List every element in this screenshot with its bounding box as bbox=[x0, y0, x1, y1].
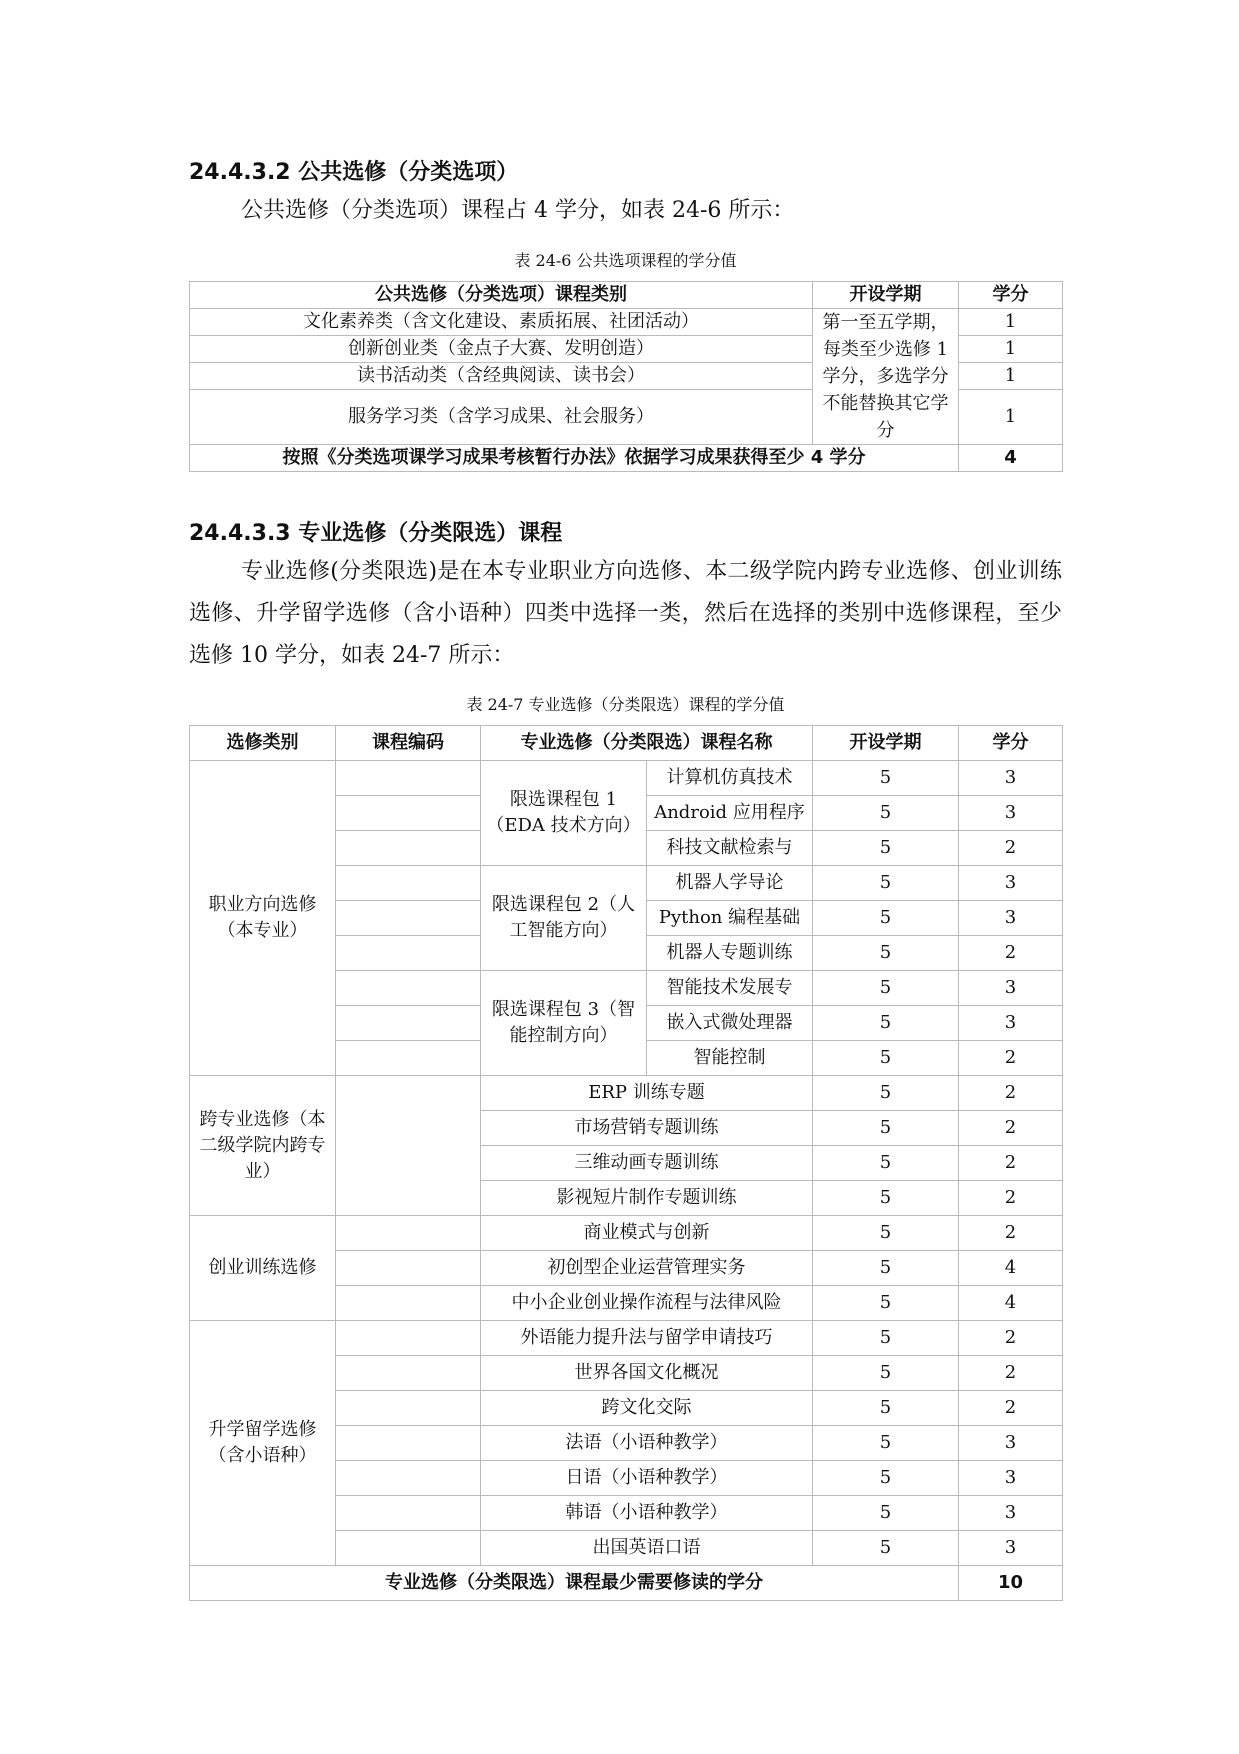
header-cell: 开设学期 bbox=[813, 726, 959, 761]
semester-cell: 5 bbox=[813, 1111, 959, 1146]
credit-cell: 2 bbox=[959, 1216, 1063, 1251]
category-cell: 职业方向选修（本专业） bbox=[190, 761, 336, 1076]
semester-cell: 5 bbox=[813, 831, 959, 866]
course-name-cell: 法语（小语种教学） bbox=[481, 1426, 813, 1461]
credit-cell: 2 bbox=[959, 1041, 1063, 1076]
course-code-cell bbox=[336, 1251, 481, 1286]
total-row bbox=[190, 445, 1063, 472]
credit-cell: 4 bbox=[959, 1251, 1063, 1286]
semester-cell: 5 bbox=[813, 971, 959, 1006]
category-cell: 读书活动类（含经典阅读、读书会） bbox=[190, 363, 813, 390]
credit-cell: 3 bbox=[959, 1461, 1063, 1496]
course-name-cell: 商业模式与创新 bbox=[481, 1216, 813, 1251]
semester-cell: 5 bbox=[813, 1181, 959, 1216]
course-code-cell bbox=[336, 1496, 481, 1531]
credit-cell: 3 bbox=[959, 866, 1063, 901]
semester-cell: 5 bbox=[813, 1251, 959, 1286]
professional-elective-table bbox=[189, 725, 1063, 1601]
category-cell: 升学留学选修（含小语种） bbox=[190, 1321, 336, 1566]
semester-cell: 5 bbox=[813, 1076, 959, 1111]
table-caption: 表 24-6 公共选项课程的学分值 bbox=[514, 251, 737, 270]
course-code-cell bbox=[336, 761, 481, 796]
credit-cell: 3 bbox=[959, 971, 1063, 1006]
course-name-cell: 初创型企业运营管理实务 bbox=[481, 1251, 813, 1286]
semester-cell: 5 bbox=[813, 1286, 959, 1321]
course-name-cell: Python 编程基础 bbox=[647, 901, 813, 936]
credit-cell: 3 bbox=[959, 1006, 1063, 1041]
section-heading: 24.4.3.3 专业选修（分类限选）课程 bbox=[189, 521, 563, 546]
course-code-cell bbox=[336, 1391, 481, 1426]
table-caption: 表 24-7 专业选修（分类限选）课程的学分值 bbox=[466, 695, 785, 714]
total-credit: 4 bbox=[959, 445, 1063, 472]
course-code-cell bbox=[336, 1426, 481, 1461]
table-row bbox=[190, 1321, 1063, 1356]
credit-cell: 2 bbox=[959, 1076, 1063, 1111]
course-name-cell: 智能控制 bbox=[647, 1041, 813, 1076]
course-code-cell bbox=[336, 1321, 481, 1356]
semester-cell: 5 bbox=[813, 761, 959, 796]
course-code-cell bbox=[336, 1076, 481, 1216]
course-name-cell: 日语（小语种教学） bbox=[481, 1461, 813, 1496]
course-code-cell bbox=[336, 936, 481, 971]
credit-cell: 2 bbox=[959, 1111, 1063, 1146]
header-cell: 选修类别 bbox=[190, 726, 336, 761]
pack-cell: 限选课程包 1（EDA 技术方向） bbox=[481, 761, 647, 866]
credit-cell: 3 bbox=[959, 1531, 1063, 1566]
credit-cell: 4 bbox=[959, 1286, 1063, 1321]
header-cell: 公共选修（分类选项）课程类别 bbox=[190, 282, 813, 309]
course-name-cell: 市场营销专题训练 bbox=[481, 1111, 813, 1146]
semester-cell: 5 bbox=[813, 1496, 959, 1531]
credit-cell: 3 bbox=[959, 901, 1063, 936]
course-code-cell bbox=[336, 1461, 481, 1496]
course-code-cell bbox=[336, 796, 481, 831]
course-code-cell bbox=[336, 901, 481, 936]
semester-cell: 5 bbox=[813, 1146, 959, 1181]
course-code-cell bbox=[336, 1006, 481, 1041]
semester-cell: 5 bbox=[813, 1041, 959, 1076]
course-name-cell: 跨文化交际 bbox=[481, 1391, 813, 1426]
course-code-cell bbox=[336, 1041, 481, 1076]
category-cell: 跨专业选修（本二级学院内跨专业） bbox=[190, 1076, 336, 1216]
course-code-cell bbox=[336, 866, 481, 901]
credit-cell: 2 bbox=[959, 831, 1063, 866]
total-credit: 10 bbox=[959, 1566, 1063, 1601]
credit-cell: 3 bbox=[959, 1496, 1063, 1531]
table-row bbox=[190, 761, 1063, 796]
course-code-cell bbox=[336, 1216, 481, 1251]
pack-cell: 限选课程包 3（智能控制方向） bbox=[481, 971, 647, 1076]
credit-cell: 1 bbox=[959, 390, 1063, 445]
table-header-row bbox=[190, 282, 1063, 309]
semester-cell: 5 bbox=[813, 1461, 959, 1496]
pack-cell: 限选课程包 2（人工智能方向） bbox=[481, 866, 647, 971]
category-cell: 服务学习类（含学习成果、社会服务） bbox=[190, 390, 813, 445]
header-cell: 开设学期 bbox=[813, 282, 959, 309]
semester-cell: 5 bbox=[813, 1391, 959, 1426]
total-label: 按照《分类选项课学习成果考核暂行办法》依据学习成果获得至少 4 学分 bbox=[190, 445, 959, 472]
course-name-cell: 智能技术发展专 bbox=[647, 971, 813, 1006]
course-code-cell bbox=[336, 831, 481, 866]
semester-cell: 5 bbox=[813, 796, 959, 831]
table-header-row bbox=[190, 726, 1063, 761]
semester-cell: 5 bbox=[813, 1321, 959, 1356]
course-name-cell: 嵌入式微处理器 bbox=[647, 1006, 813, 1041]
course-name-cell: Android 应用程序 bbox=[647, 796, 813, 831]
semester-cell: 5 bbox=[813, 901, 959, 936]
section-heading: 24.4.3.2 公共选修（分类选项） bbox=[189, 160, 519, 185]
course-name-cell: 科技文献检索与 bbox=[647, 831, 813, 866]
semester-cell: 5 bbox=[813, 936, 959, 971]
total-label: 专业选修（分类限选）课程最少需要修读的学分 bbox=[190, 1566, 959, 1601]
course-code-cell bbox=[336, 1531, 481, 1566]
credit-cell: 1 bbox=[959, 309, 1063, 336]
course-name-cell: 影视短片制作专题训练 bbox=[481, 1181, 813, 1216]
course-name-cell: 机器人学导论 bbox=[647, 866, 813, 901]
course-name-cell: 计算机仿真技术 bbox=[647, 761, 813, 796]
credit-cell: 2 bbox=[959, 1321, 1063, 1356]
total-row bbox=[190, 1566, 1063, 1601]
course-code-cell bbox=[336, 971, 481, 1006]
semester-cell: 5 bbox=[813, 1216, 959, 1251]
credit-cell: 1 bbox=[959, 363, 1063, 390]
credit-cell: 2 bbox=[959, 1181, 1063, 1216]
course-name-cell: ERP 训练专题 bbox=[481, 1076, 813, 1111]
course-name-cell: 三维动画专题训练 bbox=[481, 1146, 813, 1181]
semester-cell: 5 bbox=[813, 1356, 959, 1391]
header-cell: 专业选修（分类限选）课程名称 bbox=[481, 726, 813, 761]
semester-cell: 5 bbox=[813, 1426, 959, 1461]
credit-cell: 1 bbox=[959, 336, 1063, 363]
paragraph: 专业选修(分类限选)是在本专业职业方向选修、本二级学院内跨专业选修、创业训练选修、升学留学选修（含小语种）四类中选择一类，然后在选择的类别中选修课程，至少选修 10 学分，如表 24-7 所示： bbox=[189, 559, 1062, 668]
credit-cell: 2 bbox=[959, 1356, 1063, 1391]
public-elective-table bbox=[189, 281, 1063, 472]
semester-cell: 第一至五学期，每类至少选修 1 学分，多选学分不能替换其它学分 bbox=[813, 309, 959, 445]
course-name-cell: 韩语（小语种教学） bbox=[481, 1496, 813, 1531]
semester-cell: 5 bbox=[813, 1006, 959, 1041]
header-cell: 学分 bbox=[959, 726, 1063, 761]
credit-cell: 2 bbox=[959, 936, 1063, 971]
category-cell: 创新创业类（金点子大赛、发明创造） bbox=[190, 336, 813, 363]
header-cell: 学分 bbox=[959, 282, 1063, 309]
course-name-cell: 出国英语口语 bbox=[481, 1531, 813, 1566]
course-name-cell: 机器人专题训练 bbox=[647, 936, 813, 971]
credit-cell: 3 bbox=[959, 796, 1063, 831]
table-row bbox=[190, 1216, 1063, 1251]
course-code-cell bbox=[336, 1356, 481, 1391]
semester-cell: 5 bbox=[813, 1531, 959, 1566]
semester-cell: 5 bbox=[813, 866, 959, 901]
credit-cell: 2 bbox=[959, 1146, 1063, 1181]
course-name-cell: 世界各国文化概况 bbox=[481, 1356, 813, 1391]
credit-cell: 3 bbox=[959, 1426, 1063, 1461]
table-row bbox=[190, 1076, 1063, 1111]
credit-cell: 3 bbox=[959, 761, 1063, 796]
header-cell: 课程编码 bbox=[336, 726, 481, 761]
category-cell: 创业训练选修 bbox=[190, 1216, 336, 1321]
course-code-cell bbox=[336, 1286, 481, 1321]
credit-cell: 2 bbox=[959, 1391, 1063, 1426]
course-name-cell: 中小企业创业操作流程与法律风险 bbox=[481, 1286, 813, 1321]
category-cell: 文化素养类（含文化建设、素质拓展、社团活动） bbox=[190, 309, 813, 336]
table-row bbox=[190, 309, 1063, 336]
paragraph: 公共选修（分类选项）课程占 4 学分，如表 24-6 所示： bbox=[241, 198, 795, 223]
course-name-cell: 外语能力提升法与留学申请技巧 bbox=[481, 1321, 813, 1356]
